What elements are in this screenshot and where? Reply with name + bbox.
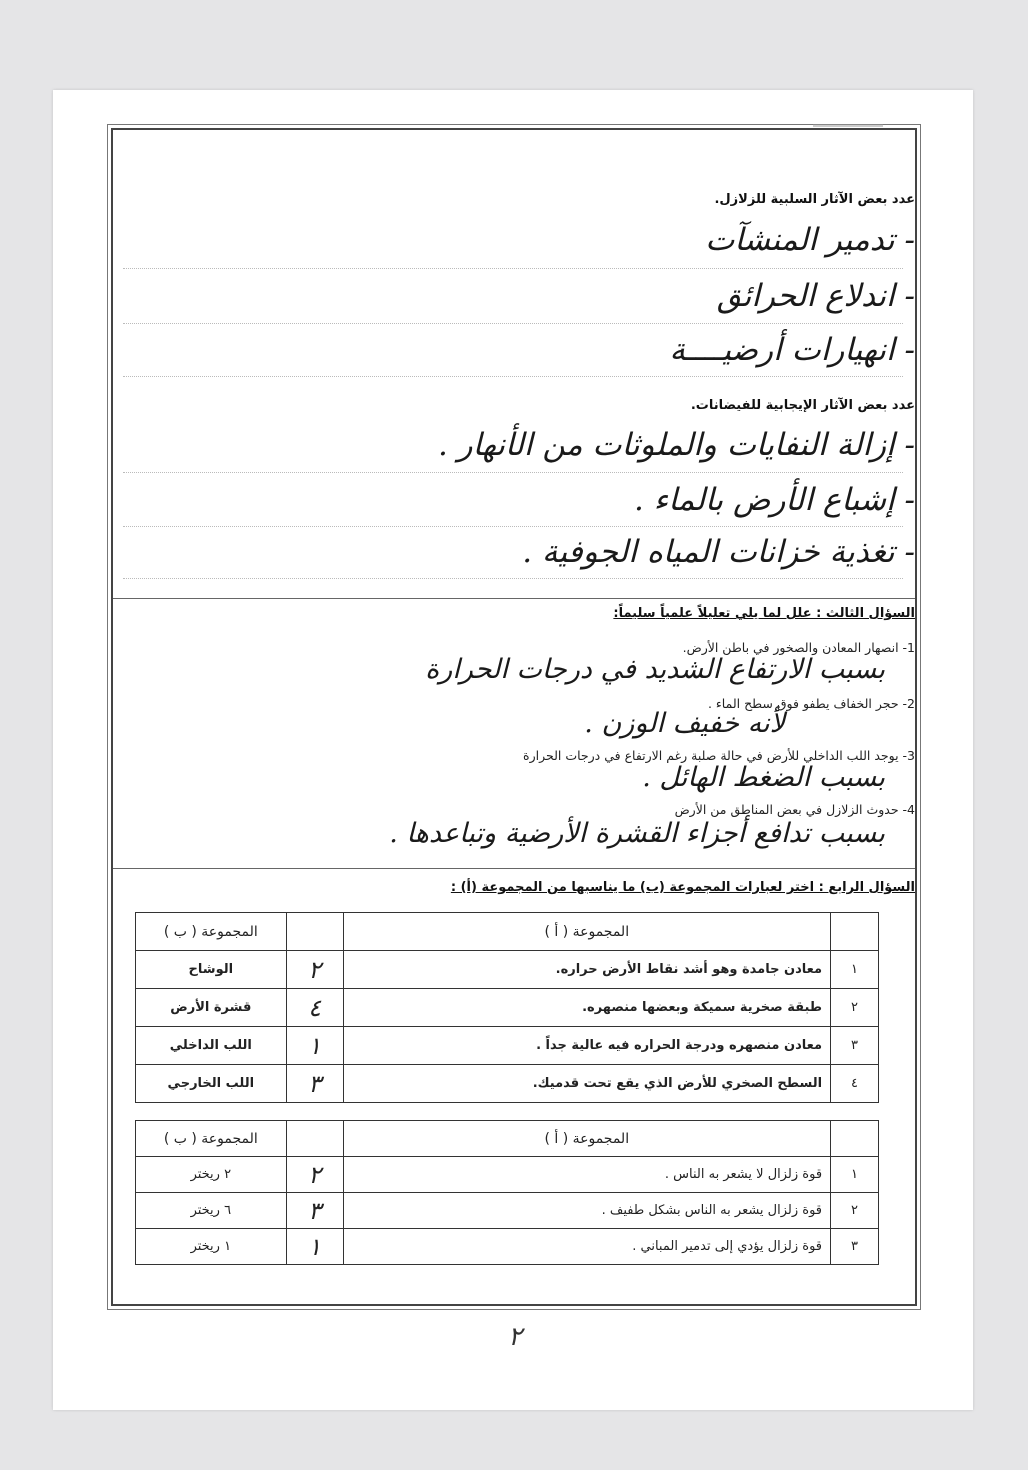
row-statement: معادن جامدة وهو أشد نقاط الأرض حراره. [343,951,831,989]
header-group-b: المجموعة ( ب ) [136,913,287,951]
table-header-row [136,913,879,951]
table-row [136,1065,879,1103]
ruled-line [123,578,903,579]
positive-effects-title: عدد بعض الآثار الإيجابية للفيضانات. [690,398,915,413]
ruled-line [123,472,903,473]
row-statement: السطح الصخري للأرض الذي يقع تحت قدميك. [343,1065,831,1103]
row-option: الوشاح [136,951,287,989]
negative-answer-1: - تدمير المنشآت [705,222,915,258]
q3-answer-4: بسبب تدافع أجزاء القشرة الأرضية وتباعدها . [389,818,885,849]
row-statement: معادن منصهره ودرجة الحراره فيه عالية جداً . [343,1027,831,1065]
row-statement: قوة زلزال يؤدي إلى تدمير المباني . [343,1229,831,1265]
row-option: اللب الخارجي [136,1065,287,1103]
row-number: ٣ [831,1229,879,1265]
row-option: قشرة الأرض [136,989,287,1027]
negative-answer-3: - انهيارات أرضيــــة [669,332,915,368]
row-answer: ٤ [286,989,343,1027]
row-number: ١ [831,951,879,989]
positive-answer-3: - تغذية خزانات المياه الجوفية . [522,534,915,570]
row-answer: ١ [286,1027,343,1065]
row-number: ٢ [831,1193,879,1229]
row-option: ٢ ريختر [136,1157,287,1193]
matching-table-2 [135,1120,879,1265]
table-row [136,1229,879,1265]
ruled-line [123,376,903,377]
positive-answer-2: - إشباع الأرض بالماء . [633,482,915,518]
row-answer: ٣ [286,1193,343,1229]
header-group-b: المجموعة ( ب ) [136,1121,287,1157]
row-answer: ٣ [286,1065,343,1103]
header-answer-cell [286,1121,343,1157]
negative-answer-2: - اندلاع الحرائق [716,278,915,314]
section-divider [113,598,915,599]
row-number: ١ [831,1157,879,1193]
table-header-row [136,1121,879,1157]
table-row [136,951,879,989]
header-group-a: المجموعة ( أ ) [343,913,831,951]
header-num-cell [831,1121,879,1157]
page-number: ٢ [508,1322,522,1352]
worksheet-frame [111,128,917,1306]
row-number: ٣ [831,1027,879,1065]
q3-answer-2: لأنه خفيف الوزن . [584,708,785,739]
question4-title: السؤال الرابع : اختر لعبارات المجموعة (ب) ما يناسبها من المجموعة (أ) : [450,880,915,895]
table-row [136,1027,879,1065]
ruled-line [123,526,903,527]
positive-answer-1: - إزالة النفايات والملوثات من الأنهار . [437,427,915,463]
q3-item-2: 2- حجر الخفاف يطفو فوق سطح الماء . [707,696,915,711]
row-statement: قوة زلزال لا يشعر به الناس . [343,1157,831,1193]
row-option: ٦ ريختر [136,1193,287,1229]
row-answer: ١ [286,1229,343,1265]
header-group-a: المجموعة ( أ ) [343,1121,831,1157]
ruled-line [123,323,903,324]
question3-title: السؤال الثالث : علل لما يلي تعليلاً علمياً سليماً: [613,606,915,621]
row-statement: طبقة صخرية سميكة وبعضها منصهره. [343,989,831,1027]
table-row [136,1193,879,1229]
header-num-cell [831,913,879,951]
scan-smudge [813,124,883,127]
worksheet-page [53,90,973,1410]
row-answer: ٢ [286,1157,343,1193]
matching-table-1 [135,912,879,1103]
q3-item-1: 1- انصهار المعادن والصخور في باطن الأرض. [682,640,915,655]
ruled-line [123,268,903,269]
row-option: اللب الداخلي [136,1027,287,1065]
table-row [136,1157,879,1193]
row-answer: ٢ [286,951,343,989]
header-answer-cell [286,913,343,951]
q3-answer-1: بسبب الارتفاع الشديد في درجات الحرارة [425,654,885,685]
q3-item-4: 4- حدوث الزلازل في بعض المناطق من الأرض [674,802,915,817]
section-divider [113,868,915,869]
row-option: ١ ريختر [136,1229,287,1265]
row-number: ٤ [831,1065,879,1103]
row-number: ٢ [831,989,879,1027]
q3-item-3: 3- يوجد اللب الداخلي للأرض في حالة صلبة رغم الارتفاع في درجات الحرارة [523,748,915,763]
row-statement: قوة زلزال يشعر به الناس بشكل طفيف . [343,1193,831,1229]
table-row [136,989,879,1027]
q3-answer-3: بسبب الضغط الهائل . [642,762,885,793]
negative-effects-title: عدد بعض الآثار السلبية للزلازل. [714,192,915,207]
